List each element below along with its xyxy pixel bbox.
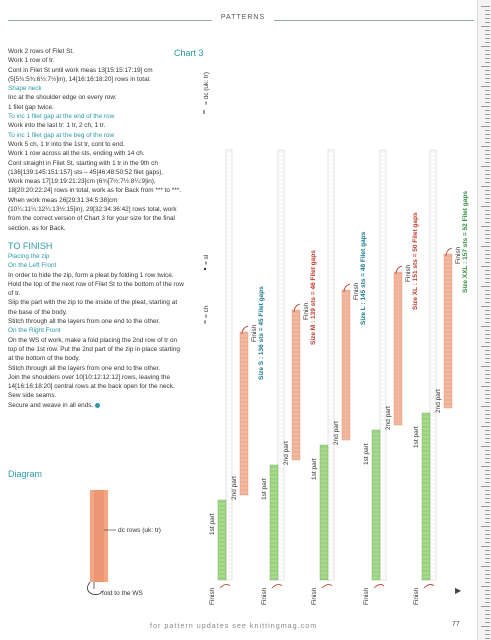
end-bullet-icon — [95, 403, 100, 408]
pattern-instructions — [8, 47, 184, 410]
ruler-tick — [485, 30, 490, 31]
ruler-tick — [481, 546, 490, 547]
first-part-label: 1st part — [209, 513, 216, 535]
ruler-tick — [485, 202, 490, 203]
ruler-tick — [485, 490, 490, 491]
instruction-line: In order to hide the zip, form a pleat by folding 1 row twice. — [8, 271, 174, 279]
first-part-label: 1st part — [363, 443, 370, 465]
ruler-tick — [485, 270, 490, 271]
subheading: Placing the zip — [8, 252, 50, 260]
subheading: On the Right Front — [8, 327, 61, 335]
ruler-tick — [485, 594, 490, 595]
ruler-tick — [485, 298, 490, 299]
ruler-tick — [485, 122, 490, 123]
legend-ch: = ch — [203, 305, 210, 318]
ruler-tick — [481, 526, 490, 527]
ruler-tick — [481, 486, 490, 487]
ruler-tick — [485, 98, 490, 99]
ruler-tick — [485, 630, 490, 631]
second-part-label: 2nd part — [283, 441, 290, 465]
ruler-tick — [485, 518, 490, 519]
ruler-tick — [481, 146, 490, 147]
ruler-tick — [485, 130, 490, 131]
ruler-tick — [485, 174, 490, 175]
ruler-tick — [485, 142, 490, 143]
ruler-tick — [485, 470, 490, 471]
ruler-tick — [485, 362, 490, 363]
finish-arrow-icon — [220, 584, 230, 588]
instruction-line: Work 5 ch, 1 tr into the 1st tr, cont to end. — [8, 140, 125, 148]
instruction-line: Inc at the shoulder edge on every row: — [8, 94, 117, 102]
ruler-tick — [485, 262, 490, 263]
ruler-tick — [485, 322, 490, 323]
finish-label: Finish — [261, 587, 268, 605]
ruler-tick — [485, 218, 490, 219]
ruler-tick — [485, 10, 490, 11]
ruler-tick — [485, 250, 490, 251]
ruler-tick — [481, 286, 490, 287]
finish-label: Finish — [353, 282, 360, 300]
second-part-label: 2nd part — [385, 406, 392, 430]
legend-ch-symbol — [204, 321, 206, 324]
subheading: To inc 1 filet gap at the end of the row — [8, 113, 115, 121]
first-part-label: 1st part — [261, 478, 268, 500]
ruler-tick — [485, 334, 490, 335]
ruler-tick — [485, 338, 490, 339]
ruler-tick — [481, 426, 490, 427]
ruler-tick — [485, 478, 490, 479]
ruler-tick — [485, 550, 490, 551]
ruler-tick — [485, 138, 490, 139]
ruler-tick — [481, 606, 490, 607]
ruler-tick — [485, 434, 490, 435]
ruler-tick — [485, 14, 490, 15]
ruler-tick — [481, 626, 490, 627]
first-part-block — [320, 445, 328, 580]
size-label: Size XXL : 157 sts = 52 Filet gaps — [462, 191, 469, 293]
ruler-tick — [485, 34, 490, 35]
ruler-tick — [485, 414, 490, 415]
ruler-tick — [485, 378, 490, 379]
diagram-label: Diagram — [8, 469, 43, 479]
legend-sl: = sl — [203, 254, 210, 265]
ruler-tick — [485, 410, 490, 411]
ruler-tick — [485, 578, 490, 579]
instruction-line: When work meas 26[29:31:34:5:38]cm (10¼:11¼:12¼:13½:15]in), 29[32:34:36:42] rows total, work from the correct version of Chart 3 for your size for the final section, as for Back. — [8, 196, 177, 232]
instruction-line: Work 1 row across all the sts, ending with 14 ch. — [8, 150, 145, 158]
ruler-tick — [485, 110, 490, 111]
ruler-tick — [481, 326, 490, 327]
ruler-tick — [485, 474, 490, 475]
ruler-tick — [481, 226, 490, 227]
ruler-tick — [485, 402, 490, 403]
instruction-line: Cont in Filet St until work meas 13[15:15:17:19] cm (5[5¾:5¾:6½:7½]in), 14[16:16:18:20] rows in total. — [8, 66, 153, 83]
ruler-tick — [485, 310, 490, 311]
finish-arrow-icon — [374, 584, 384, 588]
ruler-tick — [485, 178, 490, 179]
page-number: 77 — [452, 621, 460, 628]
finish-arrow-icon — [424, 584, 434, 588]
ruler-tick — [485, 462, 490, 463]
ruler-tick — [485, 198, 490, 199]
second-part-label: 2nd part — [333, 421, 340, 445]
subheading: Shape neck — [8, 85, 42, 93]
ruler-tick — [485, 282, 490, 283]
ruler-tick — [485, 602, 490, 603]
ruler-tick — [485, 502, 490, 503]
ruler-tick — [485, 598, 490, 599]
ruler-tick — [481, 586, 490, 587]
second-part-block — [342, 290, 350, 440]
ruler-tick — [485, 382, 490, 383]
ruler-tick — [481, 46, 490, 47]
ruler-tick — [485, 574, 490, 575]
ruler-tick — [485, 510, 490, 511]
ruler-tick — [481, 346, 490, 347]
ruler-tick — [485, 638, 490, 639]
ruler-tick — [485, 50, 490, 51]
ruler-tick — [485, 238, 490, 239]
ruler-tick — [485, 498, 490, 499]
continue-arrow-icon: ▶ — [455, 586, 462, 595]
instruction-line: Work into the last tr: 1 tr, 2 ch, 1 tr. — [8, 122, 106, 130]
ruler-tick — [481, 6, 490, 7]
instruction-line: Stitch through all the layers from one end to the other. — [8, 364, 161, 372]
ruler-tick — [485, 158, 490, 159]
chart-grid-strip — [380, 150, 386, 580]
ruler-tick — [485, 302, 490, 303]
ruler-tick — [485, 94, 490, 95]
subheading: On the Left Front — [8, 262, 57, 270]
ruler-tick — [485, 610, 490, 611]
first-part-label: 1st part — [413, 426, 420, 448]
ruler-tick — [481, 186, 490, 187]
chart-grid-strip — [278, 150, 284, 580]
ruler-tick — [485, 390, 490, 391]
ruler-tick — [485, 90, 490, 91]
ruler-tick — [485, 534, 490, 535]
ruler-tick — [481, 386, 490, 387]
ruler-tick — [485, 82, 490, 83]
ruler-tick — [485, 234, 490, 235]
ruler-tick — [485, 38, 490, 39]
ruler-tick — [485, 314, 490, 315]
finish-label: Finish — [363, 587, 370, 605]
ruler-tick — [481, 106, 490, 107]
ruler-tick — [485, 78, 490, 79]
legend-dc: = dc (uk: tr) — [203, 71, 210, 105]
dc-rows-label: dc rows (uk: tr) — [118, 527, 161, 534]
ruler-tick — [485, 562, 490, 563]
ruler-tick — [485, 42, 490, 43]
ruler-tick — [485, 170, 490, 171]
ruler-tick — [481, 166, 490, 167]
second-part-block — [292, 310, 300, 460]
finish-arrow-icon — [322, 584, 332, 588]
ruler-tick — [485, 54, 490, 55]
instruction-line: Work meas 17[19:19:21:23]cm (6¾[7½:7½:8¼:9]in), 18[20:20:22:24] rows in total, work as for Back from *** to ***. — [8, 178, 181, 195]
size-label: Size L : 145 sts = 48 Filet gaps — [360, 231, 367, 325]
ruler-tick — [485, 530, 490, 531]
ruler-tick — [485, 58, 490, 59]
ruler-tick — [485, 634, 490, 635]
ruler-tick — [485, 222, 490, 223]
ruler-tick — [485, 458, 490, 459]
ruler-tick — [485, 454, 490, 455]
instruction-line: Secure and weave in all ends. — [8, 401, 184, 410]
first-part-block — [270, 465, 278, 580]
second-part-label: 2nd part — [435, 389, 442, 413]
footer-note: for pattern updates see knittingmag.com — [150, 621, 318, 630]
header-rule-right — [274, 20, 474, 21]
finish-arrow-icon — [272, 584, 282, 588]
finish-label: Finish — [311, 587, 318, 605]
ruler-tick — [485, 22, 490, 23]
second-part-block — [444, 254, 452, 408]
size-label: Size XL : 151 sts = 50 Filet gaps — [412, 212, 419, 310]
ruler-tick — [485, 618, 490, 619]
fold-arrow — [87, 582, 102, 595]
finish-label: Finish — [209, 587, 216, 605]
ruler-tick — [485, 350, 490, 351]
chart-grid-strip — [430, 150, 436, 580]
finish-label: Finish — [251, 324, 258, 342]
ruler-tick — [485, 590, 490, 591]
instruction-line: Work 1 row of tr. — [8, 57, 55, 65]
ruler-tick — [485, 274, 490, 275]
instruction-line: 1 filet gap twice. — [8, 103, 54, 111]
ruler-tick — [485, 558, 490, 559]
ruler-tick — [481, 406, 490, 407]
size-label: Size S : 136 sts = 45 Filet gaps — [258, 286, 265, 380]
section-heading: TO FINISH — [8, 240, 53, 251]
ruler-tick — [481, 566, 490, 567]
second-part-block — [240, 332, 248, 495]
ruler-tick — [481, 366, 490, 367]
ruler-tick — [485, 514, 490, 515]
filet-chart — [196, 40, 476, 610]
ruler-tick — [485, 522, 490, 523]
ruler-tick — [485, 430, 490, 431]
dc-band — [94, 490, 104, 582]
ruler-tick — [485, 450, 490, 451]
ruler-tick — [485, 442, 490, 443]
ruler-tick — [485, 190, 490, 191]
ruler-tick — [485, 150, 490, 151]
ruler-tick — [481, 246, 490, 247]
first-part-block — [218, 500, 226, 580]
ruler-tick — [485, 538, 490, 539]
ruler-tick — [485, 582, 490, 583]
ruler-tick — [485, 278, 490, 279]
instruction-line: Hold the top of the next row of Filet St to the bottom of the row of tr. — [8, 280, 184, 298]
ruler-tick — [481, 506, 490, 507]
ruler-tick — [485, 70, 490, 71]
ruler-tick — [485, 622, 490, 623]
ruler-tick — [485, 422, 490, 423]
ruler-tick — [485, 102, 490, 103]
ruler-tick — [485, 554, 490, 555]
header-rule-left — [8, 20, 212, 21]
ruler-tick — [485, 342, 490, 343]
ruler-tick — [485, 230, 490, 231]
ruler-tick — [485, 182, 490, 183]
chart-grid-strip — [328, 150, 334, 580]
ruler-tick — [485, 214, 490, 215]
ruler-tick — [485, 118, 490, 119]
subheading: To inc 1 filet gap at the beg of the row — [8, 131, 115, 139]
ruler-tick — [481, 466, 490, 467]
fold-label: fold to the WS — [102, 590, 143, 597]
fold-diagram — [60, 485, 180, 605]
instruction-line: Sew side seams. — [8, 392, 57, 400]
ruler-tick — [485, 370, 490, 371]
ruler-tick — [485, 570, 490, 571]
ruler-tick — [485, 614, 490, 615]
finish-label: Finish — [455, 246, 462, 264]
ruler-tick — [485, 294, 490, 295]
ruler-tick — [485, 74, 490, 75]
ruler-tick — [485, 398, 490, 399]
ruler-tick — [481, 26, 490, 27]
ruler-tick — [485, 494, 490, 495]
finish-label: Finish — [405, 264, 412, 282]
ruler-tick — [481, 126, 490, 127]
instruction-line: Slip the part with the zip to the inside of the pleat, starting at the base of the body. — [8, 299, 178, 316]
first-part-label: 1st part — [311, 458, 318, 480]
ruler-tick — [481, 306, 490, 307]
instruction-line: On the WS of work, make a fold placing the 2nd row of tr on top of the 1st row. Put the 2nd part of the zip in place starting at the bottom of the body. — [8, 336, 180, 363]
second-part-label: 2nd part — [231, 476, 238, 500]
ruler-tick — [485, 210, 490, 211]
instruction-line: Join the shoulders over 10[10:12:12:12] rows, leaving the 14[16:16:18:20] central rows at the back open for the neck. — [8, 373, 175, 391]
ruler-tick — [485, 394, 490, 395]
first-part-block — [372, 430, 380, 580]
ruler-tick — [485, 354, 490, 355]
ruler-tick — [481, 206, 490, 207]
ruler-tick — [485, 254, 490, 255]
ruler-tick — [481, 66, 490, 67]
ruler-tick — [485, 258, 490, 259]
ruler-tick — [485, 418, 490, 419]
page-ruler — [477, 0, 491, 640]
ruler-tick — [485, 290, 490, 291]
ruler-tick — [485, 162, 490, 163]
ruler-tick — [485, 154, 490, 155]
finish-label: Finish — [413, 587, 420, 605]
ruler-tick — [485, 18, 490, 19]
ruler-tick — [485, 114, 490, 115]
ruler-tick — [485, 358, 490, 359]
ruler-tick — [485, 482, 490, 483]
instruction-line: Work 2 rows of Filet St. — [8, 48, 74, 55]
ruler-tick — [481, 446, 490, 447]
ruler-tick — [485, 134, 490, 135]
ruler-tick — [481, 266, 490, 267]
section-title: PATTERNS — [220, 14, 266, 21]
chart-grid-strip — [226, 150, 232, 580]
ruler-tick — [485, 242, 490, 243]
ruler-tick — [481, 86, 490, 87]
size-label: Size M : 139 sts = 46 Filet gaps — [310, 250, 317, 345]
instruction-line: Cont straight in Filet St, starting with 1 tr in the 9th ch (136[139:145:151:157] sts – 45[46:48:50:52 filet gaps). — [8, 159, 164, 176]
legend-sl-symbol — [204, 268, 206, 270]
ruler-tick — [485, 542, 490, 543]
ruler-tick — [485, 318, 490, 319]
ruler-tick — [485, 438, 490, 439]
ruler-tick — [485, 330, 490, 331]
finish-label: Finish — [303, 302, 310, 320]
chart-title: Chart 3 — [174, 48, 204, 58]
instruction-line: Stitch through all the layers from one end to the other. — [8, 318, 161, 326]
ruler-tick — [485, 374, 490, 375]
ruler-tick — [485, 194, 490, 195]
ruler-tick — [485, 62, 490, 63]
